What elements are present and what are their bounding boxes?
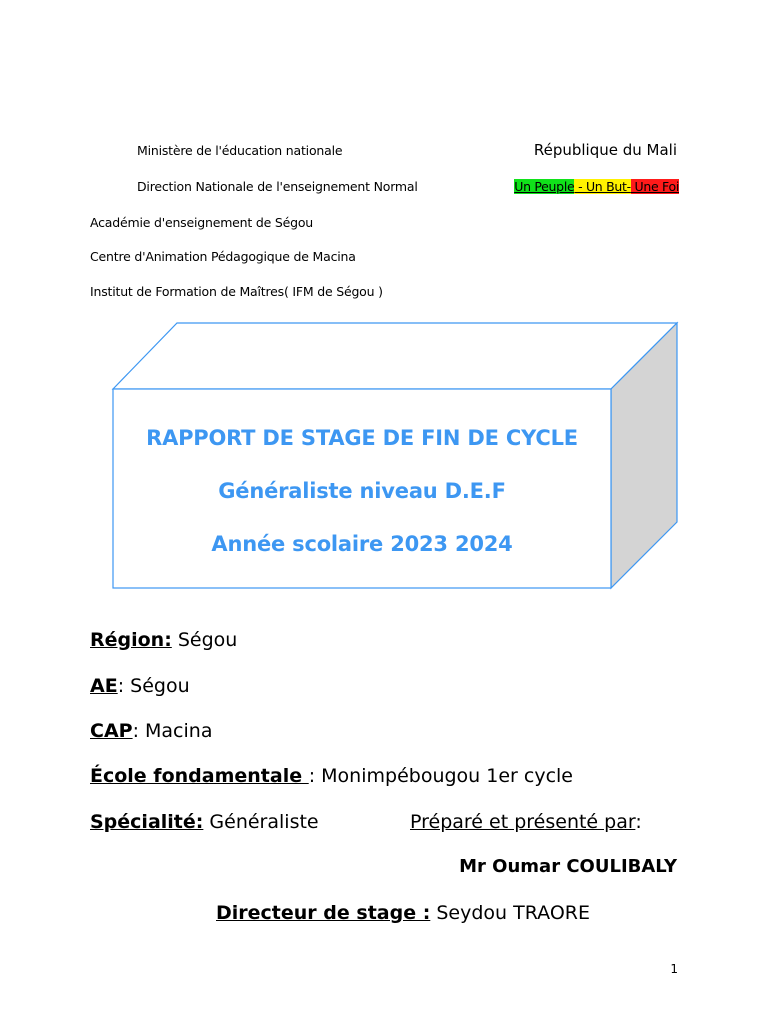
director-label: Directeur de stage : [216, 902, 431, 924]
motto-part-yellow: - Un But- [574, 179, 631, 194]
region-value: Ségou [171, 629, 238, 651]
director-field [216, 902, 590, 924]
report-subtitle: Généraliste niveau D.E.F [218, 479, 506, 503]
republic-title: République du Mali [533, 141, 677, 159]
specialite-label: Spécialité: [90, 811, 204, 833]
motto-part-red: Une Foi [630, 179, 679, 194]
ecole-field [90, 765, 573, 787]
prepared-by-label: Préparé et présenté par [410, 811, 636, 833]
specialite-field [90, 811, 319, 833]
report-title: RAPPORT DE STAGE DE FIN DE CYCLE [146, 426, 578, 450]
box-top-face [113, 323, 677, 389]
ecole-label: École fondamentale [90, 765, 309, 787]
institute-line: Institut de Formation de Maîtres( IFM de Ségou ) [90, 284, 383, 299]
academy-line: Académie d'enseignement de Ségou [90, 215, 314, 230]
specialite-value: Généraliste [203, 811, 319, 833]
page-number: 1 [670, 962, 678, 976]
motto-part-green: Un Peuple [514, 179, 575, 194]
prepared-by-field [410, 811, 642, 833]
region-label: Région: [90, 629, 172, 651]
ae-label: AE [90, 675, 118, 697]
author-name: Mr Oumar COULIBALY [459, 856, 677, 877]
cap-value: : Macina [132, 720, 213, 742]
ae-field [90, 675, 190, 697]
ministry-line: Ministère de l'éducation nationale [137, 143, 343, 158]
school-year: Année scolaire 2023 2024 [211, 532, 513, 556]
director-value: Seydou TRAORE [430, 902, 590, 924]
direction-line: Direction Nationale de l'enseignement Normal [137, 179, 418, 194]
cap-field [90, 720, 212, 742]
region-field [90, 629, 237, 651]
cap-center-line: Centre d'Animation Pédagogique de Macina [90, 249, 356, 264]
ae-value: : Ségou [117, 675, 190, 697]
prepared-by-colon: : [635, 811, 642, 833]
ecole-value: : Monimpébougou 1er cycle [308, 765, 573, 787]
cap-label: CAP [90, 720, 133, 742]
